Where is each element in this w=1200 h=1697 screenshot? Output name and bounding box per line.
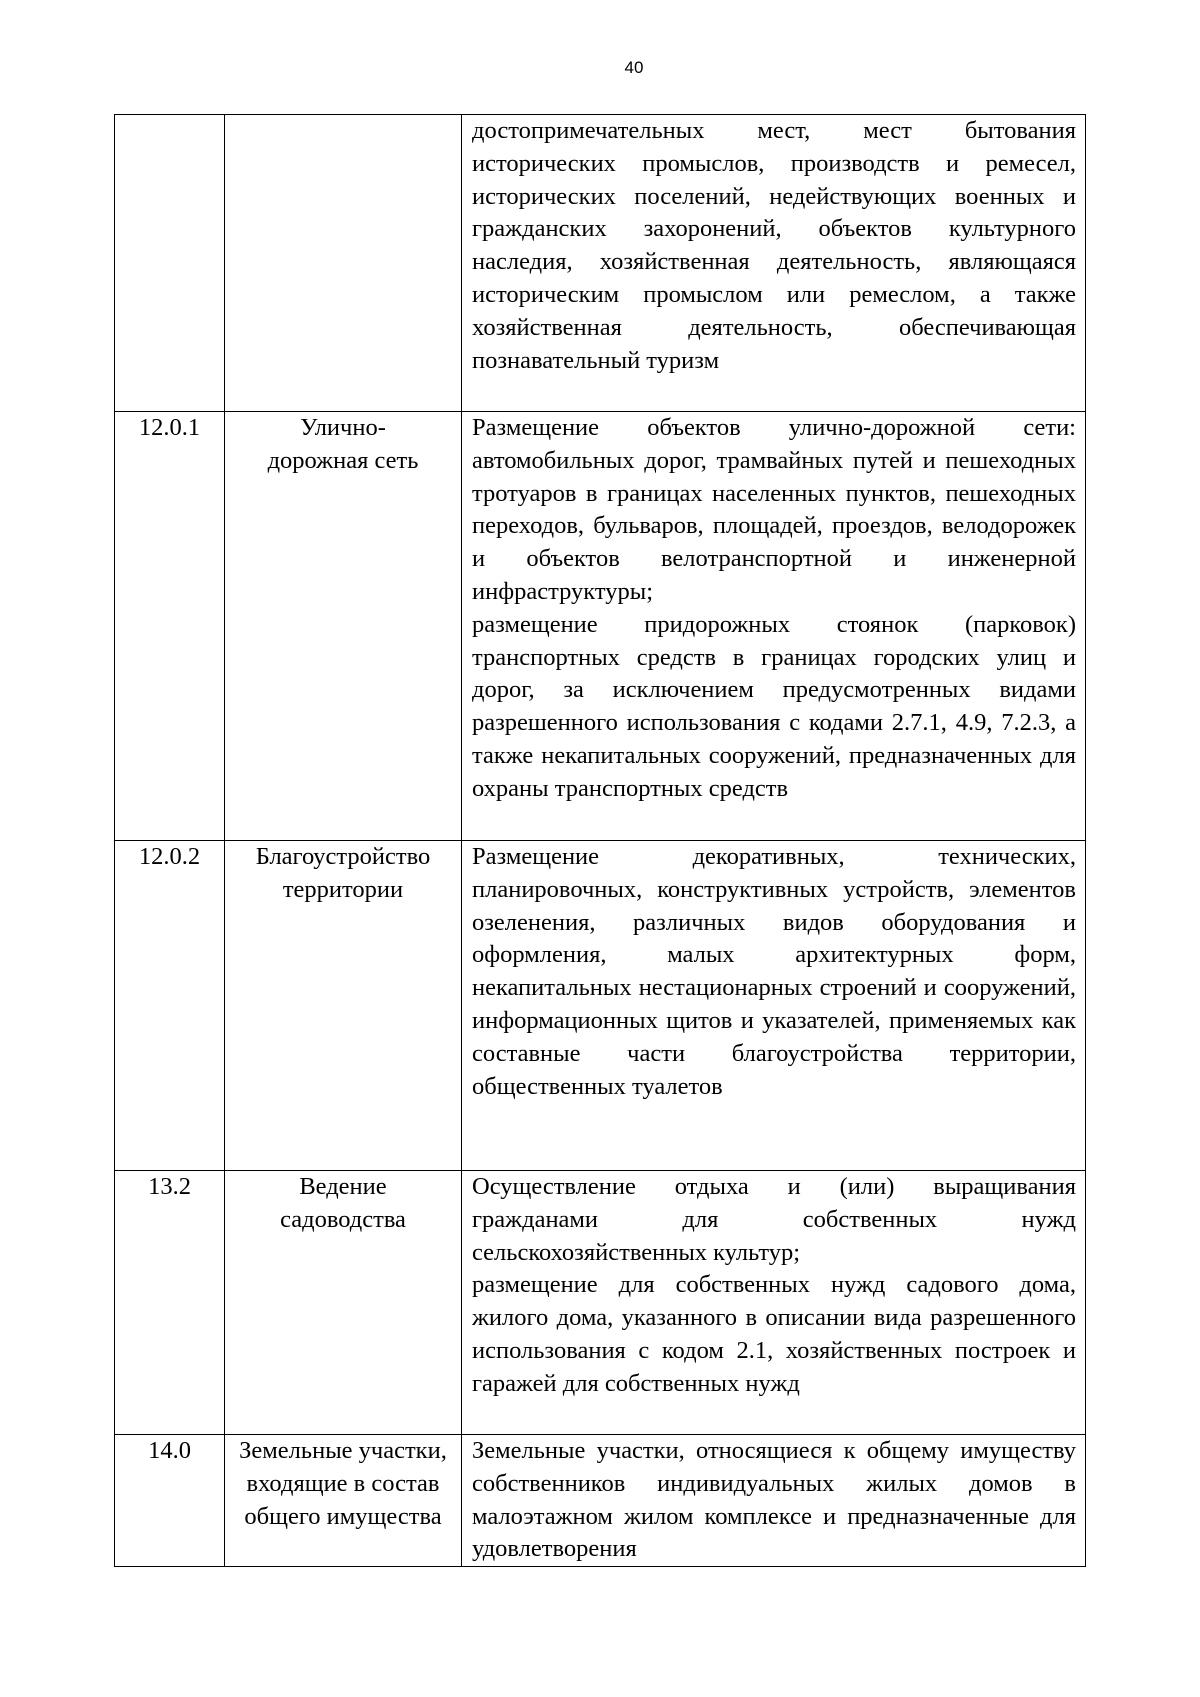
- use-code-cell: [115, 1435, 225, 1567]
- description-paragraph: Земельные участки, относящиеся к общему имуществу собственников индивидуальных жилых домов в малоэтажном жилом комплексе и предназначенные для удовлетворения: [472, 1437, 1076, 1563]
- use-code: 14.0: [148, 1437, 191, 1464]
- use-code-cell: [115, 412, 225, 841]
- use-code-cell: [115, 1171, 225, 1435]
- description-paragraph: достопримечательных мест, мест бытования исторических промыслов, производств и ремесел, исторических поселений, недействующих военных и гражданских захоронений, объектов культурного наследия, хозяйственная деятельность, являющаяся историческим промыслом или ремеслом, а также хозяйственная деятельность, обеспечивающая познавательный туризм: [472, 117, 1076, 374]
- use-name: Земельные участки, входящие в состав общего имущества: [239, 1437, 447, 1530]
- description-paragraph: Осуществление отдыха и (или) выращивания гражданами для собственных нужд сельскохозяйственных культур;: [472, 1173, 1076, 1266]
- table-row: [115, 841, 1086, 1171]
- use-name: Улично-дорожная сеть: [267, 414, 419, 474]
- use-description-cell: [462, 115, 1086, 412]
- use-name-cell: [225, 841, 462, 1171]
- table-row: [115, 115, 1086, 412]
- table-row: [115, 1171, 1086, 1435]
- use-code-cell: [115, 841, 225, 1171]
- use-name-cell: [225, 1435, 462, 1567]
- use-name: Ведение садоводства: [280, 1173, 406, 1233]
- description-paragraph: Размещение декоративных, технических, планировочных, конструктивных устройств, элементов озеленения, различных видов оборудования и оформления, малых архитектурных форм, некапитальных нестационарных строений и сооружений, информационных щитов и указателей, применяемых как составные части благоустройства территории, общественных туалетов: [472, 843, 1076, 1100]
- use-code: 13.2: [148, 1173, 191, 1200]
- description-paragraph: Размещение объектов улично-дорожной сети: автомобильных дорог, трамвайных путей и пешеходных тротуаров в границах населенных пунктов, пешеходных переходов, бульваров, площадей, проездов, велодорожек и объектов велотранспортной и инженерной инфраструктуры;: [472, 414, 1076, 605]
- use-name-cell: [225, 115, 462, 412]
- use-name-cell: [225, 412, 462, 841]
- use-description-cell: [462, 1435, 1086, 1567]
- page-number: 40: [624, 58, 644, 77]
- description-paragraph: размещение для собственных нужд садового дома, жилого дома, указанного в описании вида разрешенного использования с кодом 2.1, хозяйственных построек и гаражей для собственных нужд: [472, 1271, 1076, 1397]
- use-description-cell: [462, 412, 1086, 841]
- use-code-cell: [115, 115, 225, 412]
- use-name: Благоустройство территории: [255, 843, 431, 903]
- use-description-cell: [462, 1171, 1086, 1435]
- use-code: 12.0.2: [138, 843, 201, 870]
- land-use-table: [114, 114, 1086, 1567]
- table-row: [115, 1435, 1086, 1567]
- description-paragraph: размещение придорожных стоянок (парковок) транспортных средств в границах городских улиц и дорог, за исключением предусмотренных видами разрешенного использования с кодами 2.7.1, 4.9, 7.2.3, а также некапитальных сооружений, предназначенных для охраны транспортных средств: [472, 610, 1076, 802]
- use-name-cell: [225, 1171, 462, 1435]
- use-description-cell: [462, 841, 1086, 1171]
- table-row: [115, 412, 1086, 841]
- use-code: 12.0.1: [138, 414, 201, 441]
